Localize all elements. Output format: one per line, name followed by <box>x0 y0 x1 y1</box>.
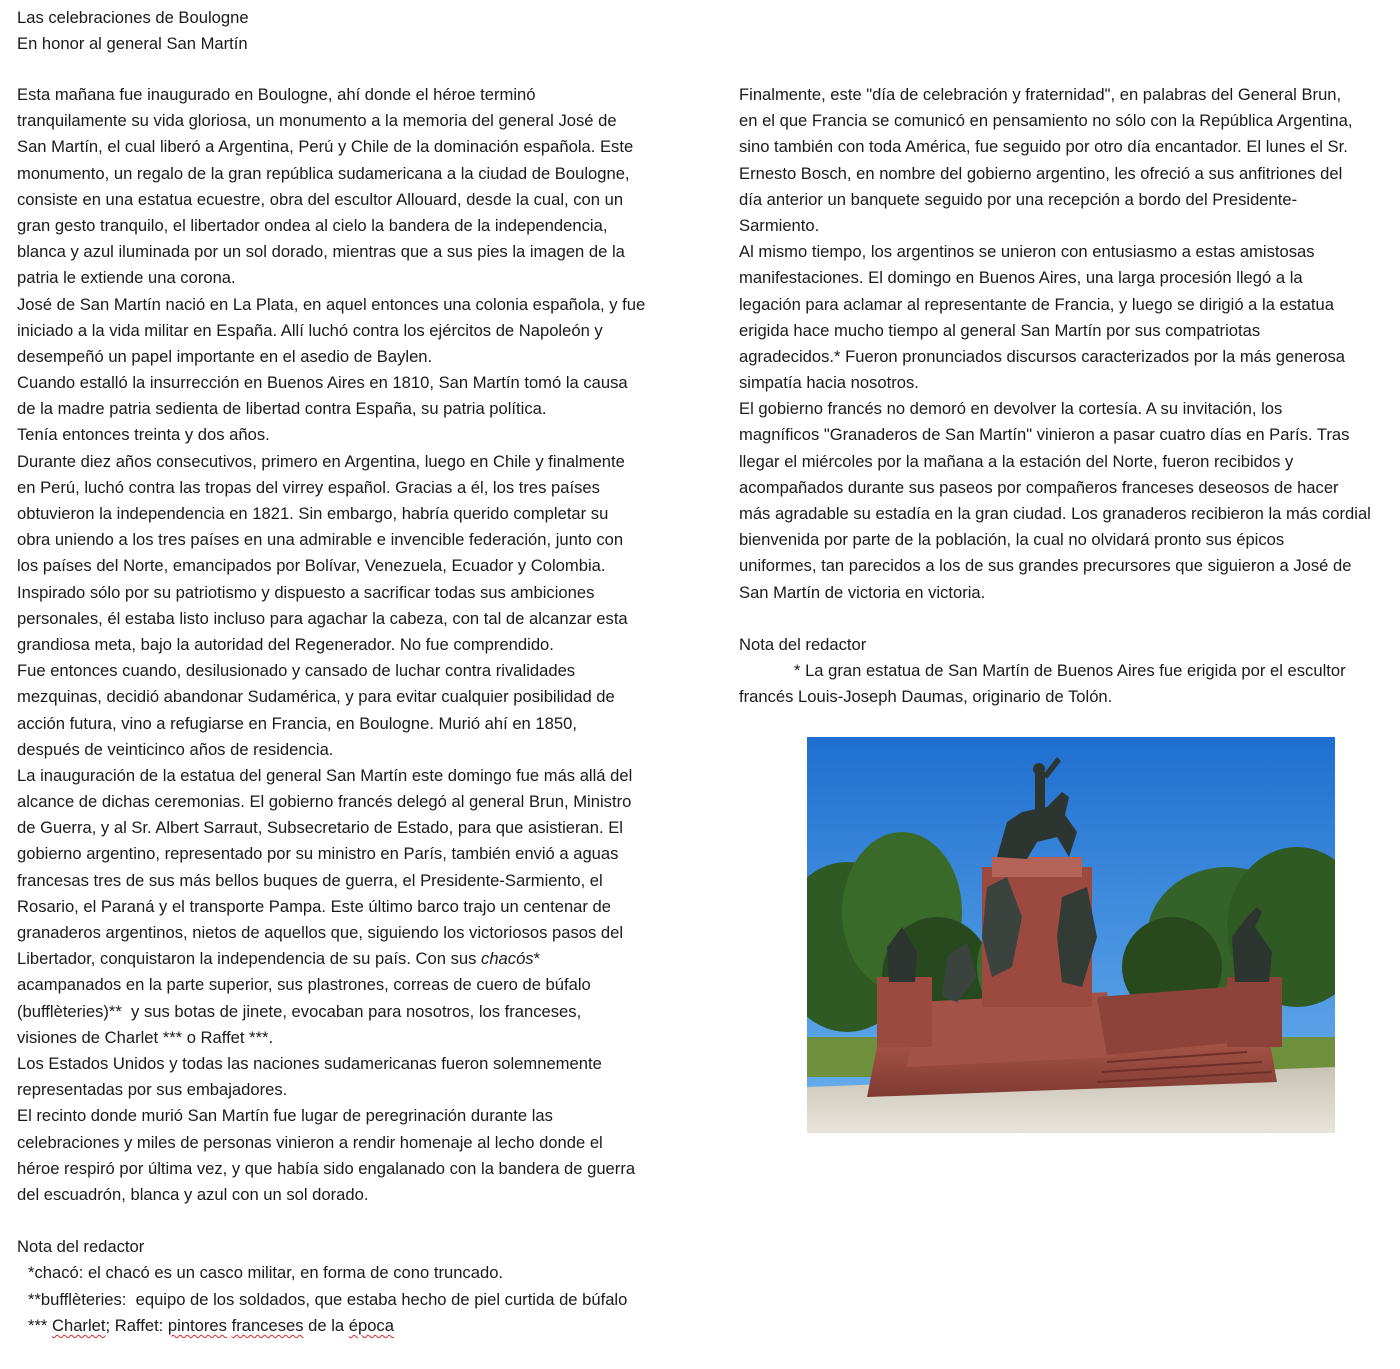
paragraph-line: Rosario, el Paraná y el transporte Pampa. Este último barco trajo un centenar de <box>17 896 612 916</box>
spellcheck-word: época <box>348 1315 394 1335</box>
paragraph-line: Al mismo tiempo, los argentinos se unieron con entusiasmo a estas amistosas <box>739 242 1315 262</box>
blank-line <box>739 606 1371 632</box>
paragraph-line: granaderos argentinos, nietos de aquellos que, siguiendo los victoriosos pasos del <box>17 923 624 942</box>
paragraph-line-text: Libertador, conquistaron la independencia de su país. Con sus <box>17 949 482 969</box>
article-body-right <box>739 82 1371 711</box>
paragraph-line: magníficos "Granaderos de San Martín" vinieron a pasar cuatro días en París. Tras <box>739 425 1350 445</box>
paragraph-line: acampanados en la parte superior, sus plastrones, correas de cuero de búfalo <box>17 975 591 995</box>
paragraph-line: acción futura, vino a refugiarse en Francia, en Boulogne. Murió ahí en 1850, <box>17 713 577 733</box>
paragraph-line: uniformes, tan parecidos a los de sus grandes precursores que siguieron a José de <box>739 556 1352 576</box>
paragraph-line: celebraciones y miles de personas vinieron a rendir homenaje al lecho donde el <box>17 1132 603 1152</box>
header <box>17 5 249 57</box>
paragraph-line: gobierno argentino, representado por su ministro en París, también envió a aguas <box>17 844 619 864</box>
paragraph-line: El gobierno francés no demoró en devolver la cortesía. A su invitación, los <box>739 399 1283 419</box>
footnote-line: francés Louis-Joseph Daumas, originario de Tolón. <box>739 687 1113 707</box>
paragraph-line: de la madre patria sedienta de libertad contra España, su patria política. <box>17 399 547 419</box>
paragraph-line: San Martín, el cual liberó a Argentina, Perú y Chile de la dominación española. Este <box>17 137 634 157</box>
paragraph-line: sino también con toda América, fue seguido por otro día encantador. El lunes el Sr. <box>739 137 1348 157</box>
paragraph-line: Ernesto Bosch, en nombre del gobierno argentino, les ofreció a sus anfitriones del <box>739 163 1343 183</box>
paragraph-line: francesas tres de sus más bellos buques de guerra, el Presidente-Sarmiento, el <box>17 870 603 890</box>
paragraph-line: (bufflèteries)** y sus botas de jinete, evocaban para nosotros, los franceses, <box>17 1001 582 1021</box>
paragraph-line: día anterior un banquete seguido por una recepción a bordo del Presidente- <box>739 189 1298 209</box>
paragraph-line: del escuadrón, blanca y azul con un sol dorado. <box>17 1184 369 1204</box>
footnote-line: *chacó: el chacó es un casco militar, en forma de cono truncado. <box>28 1263 504 1283</box>
footnote-mark: * <box>533 949 541 969</box>
note-heading: Nota del redactor <box>739 634 867 654</box>
footnote-line <box>17 1313 645 1339</box>
paragraph-line: erigida hace mucho tiempo al general San Martín por sus compatriotas <box>739 320 1261 340</box>
paragraph-line: manifestaciones. El domingo en Buenos Aires, una larga procesión llegó a la <box>739 268 1303 288</box>
paragraph-line: Esta mañana fue inaugurado en Boulogne, ahí donde el héroe terminó <box>17 85 536 104</box>
paragraph-line: consiste en una estatua ecuestre, obra del escultor Allouard, desde la cual, con un <box>17 189 624 209</box>
paragraph-line: patria le extiende una corona. <box>17 268 236 288</box>
monument-illustration <box>807 737 1335 1133</box>
paragraph-line: de Guerra, y al Sr. Albert Sarraut, Subsecretario de Estado, para que asistieran. El <box>17 818 623 838</box>
paragraph-line: personales, él estaba listo incluso para agachar la cabeza, con tal de alcanzar esta <box>17 608 628 628</box>
footnote-text: de la <box>303 1315 349 1335</box>
paragraph-line: blanca y azul iluminada por un sol dorado, mientras que a sus pies la imagen de la <box>17 242 625 262</box>
paragraph-line: legación para aclamar al representante de Francia, y luego se dirigió a la estatua <box>739 294 1334 314</box>
paragraph-line: héroe respiró por última vez, y que había sido engalanado con la bandera de guerra <box>17 1158 636 1178</box>
footnote-text: ; Raffet: <box>105 1315 168 1335</box>
paragraph-line: visiones de Charlet *** o Raffet ***. <box>17 1027 274 1047</box>
spellcheck-word: pintores <box>167 1315 227 1335</box>
paragraph-line: los países del Norte, emancipados por Bolívar, Venezuela, Ecuador y Colombia. <box>17 556 606 576</box>
paragraph-line: desempeñó un papel importante en el asedio de Baylen. <box>17 346 433 366</box>
paragraph-line: obtuvieron la independencia en 1821. Sin embargo, habría querido completar su <box>17 504 609 523</box>
paragraph-line: agradecidos.* Fueron pronunciados discursos caracterizados por la más generosa <box>739 346 1346 366</box>
paragraph-line: La inauguración de la estatua del general San Martín este domingo fue más allá del <box>17 765 633 785</box>
paragraph-line: iniciado a la vida militar en España. Allí luchó contra los ejércitos de Napoleón y <box>17 320 603 340</box>
footnote-text: *** <box>28 1315 52 1335</box>
paragraph-line: Los Estados Unidos y todas las naciones sudamericanas fueron solemnemente <box>17 1053 602 1073</box>
paragraph-line: Tenía entonces treinta y dos años. <box>17 425 270 445</box>
paragraph-line: Sarmiento. <box>739 215 820 235</box>
paragraph-line: obra uniendo a los tres países en una admirable e invencible federación, junto con <box>17 530 624 550</box>
paragraph-line-chacos <box>17 946 645 972</box>
italic-term: chacós <box>481 949 534 969</box>
paragraph-line: mezquinas, decidió abandonar Sudamérica, y para evitar cualquier posibilidad de <box>17 687 615 707</box>
paragraph-line: San Martín de victoria en victoria. <box>739 582 986 602</box>
paragraph-line: grandiosa meta, bajo la autoridad del Regenerador. No fue comprendido. <box>17 634 554 654</box>
article-body-left <box>17 82 645 1339</box>
paragraph-line: tranquilamente su vida gloriosa, un monumento a la memoria del general José de <box>17 111 617 131</box>
paragraph-line: en el que Francia se comunicó en pensamiento no sólo con la República Argentina, <box>739 111 1353 131</box>
paragraph-line: representadas por sus embajadores. <box>17 1080 288 1100</box>
paragraph-line: Finalmente, este "día de celebración y fraternidad", en palabras del General Brun, <box>739 85 1342 104</box>
paragraph-line: después de veinticinco años de residencia. <box>17 739 334 759</box>
paragraph-line: Durante diez años consecutivos, primero en Argentina, luego en Chile y finalmente <box>17 451 625 471</box>
spellcheck-word: Charlet <box>51 1315 106 1335</box>
footnote-line: * La gran estatua de San Martín de Buenos Aires fue erigida por el escultor <box>794 661 1346 681</box>
monument-photo <box>807 737 1335 1133</box>
spellcheck-word: franceses <box>231 1315 304 1335</box>
paragraph-line: alcance de dichas ceremonias. El gobierno francés delegó al general Brun, Ministro <box>17 792 632 812</box>
paragraph-line: Cuando estalló la insurrección en Buenos Aires en 1810, San Martín tomó la causa <box>17 373 628 393</box>
blank-line <box>17 1208 645 1234</box>
paragraph-line: El recinto donde murió San Martín fue lugar de peregrinación durante las <box>17 1106 553 1126</box>
paragraph-line: acompañados durante sus paseos por compañeros franceses deseosos de hacer <box>739 477 1339 497</box>
paragraph-line: monumento, un regalo de la gran república sudamericana a la ciudad de Boulogne, <box>17 163 630 183</box>
paragraph-line: gran gesto tranquilo, el libertador ondea al cielo la bandera de la independencia, <box>17 215 608 235</box>
paragraph-line: Inspirado sólo por su patriotismo y dispuesto a sacrificar todas sus ambiciones <box>17 582 595 602</box>
paragraph-line: bienvenida por parte de la población, la cual no olvidará pronto sus épicos <box>739 530 1285 550</box>
paragraph-line: José de San Martín nació en La Plata, en aquel entonces una colonia española, y fue <box>17 294 646 314</box>
footnotes <box>17 1260 645 1339</box>
page-subtitle: En honor al general San Martín <box>17 34 248 53</box>
paragraph-line: simpatía hacia nosotros. <box>739 373 919 393</box>
paragraph-line: en Perú, luchó contra las tropas del virrey español. Gracias a él, los tres países <box>17 477 600 497</box>
page-title: Las celebraciones de Boulogne <box>17 8 249 27</box>
footnote-line: **bufflèteries: equipo de los soldados, que estaba hecho de piel curtida de búfalo <box>28 1289 628 1309</box>
paragraph-line: llegar el miércoles por la mañana a la estación del Norte, fueron recibidos y <box>739 451 1294 471</box>
note-heading: Nota del redactor <box>17 1237 145 1257</box>
paragraph-line: más agradable su estadía en la gran ciudad. Los granaderos recibieron la más cordial <box>739 504 1371 523</box>
paragraph-line: Fue entonces cuando, desilusionado y cansado de luchar contra rivalidades <box>17 661 576 681</box>
